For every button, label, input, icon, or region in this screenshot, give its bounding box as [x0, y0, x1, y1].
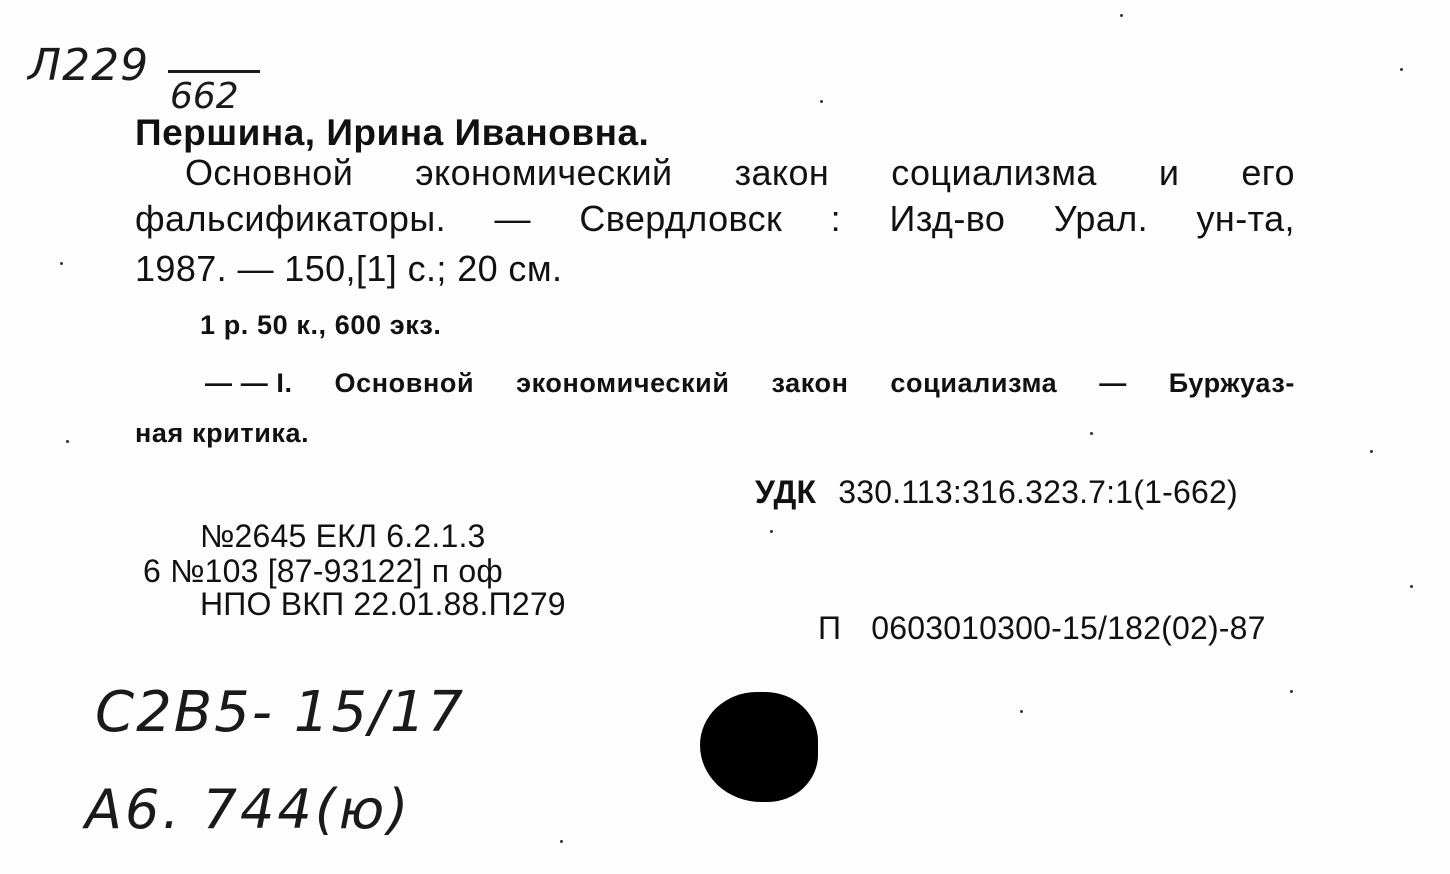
subject-word: — — [1099, 368, 1127, 398]
scan-speck — [820, 100, 823, 103]
description-line-1 — [185, 152, 1295, 194]
subject-line-1 — [205, 368, 1295, 399]
udk-label: УДК — [755, 474, 817, 510]
publisher-code-value: 0603010300-15/182(02)-87 — [871, 610, 1266, 646]
desc-word: Основной — [185, 152, 354, 193]
punched-hole — [700, 692, 818, 802]
subject-word: Основной — [334, 368, 475, 398]
desc-word: : — [830, 198, 842, 239]
desc-word: фальсификаторы. — [135, 198, 447, 239]
desc-word: ун-та, — [1196, 198, 1295, 239]
subject-word: социализма — [890, 368, 1058, 398]
scan-speck — [66, 440, 69, 443]
desc-word: социализма — [891, 152, 1097, 193]
registry-line-1: №2645 ЕКЛ 6.2.1.3 — [200, 518, 486, 554]
subject-word: закон — [771, 368, 849, 398]
scan-speck — [770, 530, 773, 533]
scan-speck — [1290, 690, 1293, 693]
subject-word: — — I. — [205, 368, 293, 398]
udk-index — [755, 474, 1238, 511]
handwritten-note-2: А6. 744(ю) — [85, 778, 412, 841]
registry-line-3: НПО ВКП 22.01.88.П279 — [200, 586, 566, 622]
desc-word: его — [1241, 152, 1295, 193]
handwritten-note-1: С2В5- 15/17 — [95, 680, 466, 745]
scan-speck — [1090, 432, 1093, 435]
desc-word: и — [1158, 152, 1180, 193]
desc-word: экономический — [415, 152, 673, 193]
desc-word: Свердловск — [579, 198, 783, 239]
desc-word: Урал. — [1053, 198, 1149, 239]
scan-speck — [1370, 450, 1373, 453]
scan-speck — [60, 262, 63, 265]
price-line: 1 р. 50 к., 600 экз. — [200, 310, 442, 340]
publisher-code — [818, 610, 1266, 647]
udk-value: 330.113:316.323.7:1(1-662) — [838, 474, 1238, 510]
shelf-mark-divider — [168, 70, 260, 73]
desc-word: Изд-во — [889, 198, 1006, 239]
publisher-code-label: П — [818, 610, 842, 646]
scan-speck — [1020, 710, 1023, 713]
desc-word: — — [494, 198, 531, 239]
scan-speck — [1410, 585, 1413, 588]
scan-speck — [560, 840, 563, 843]
shelf-mark-bottom: 662 — [170, 76, 239, 117]
shelf-mark-top: Л229 — [28, 40, 150, 91]
registry-line-2: 6 №103 [87-93122] п оф — [143, 553, 503, 589]
author-heading: Першина, Ирина Ивановна. — [135, 112, 650, 153]
description-line-2 — [135, 198, 1295, 240]
desc-word: закон — [734, 152, 830, 193]
subject-line-2: ная критика. — [135, 418, 310, 448]
scan-speck — [1120, 14, 1123, 17]
subject-word: Буржуаз- — [1168, 368, 1295, 398]
description-line-3: 1987. — 150,[1] с.; 20 см. — [135, 248, 563, 289]
subject-word: экономический — [516, 368, 730, 398]
scan-speck — [1400, 68, 1403, 71]
